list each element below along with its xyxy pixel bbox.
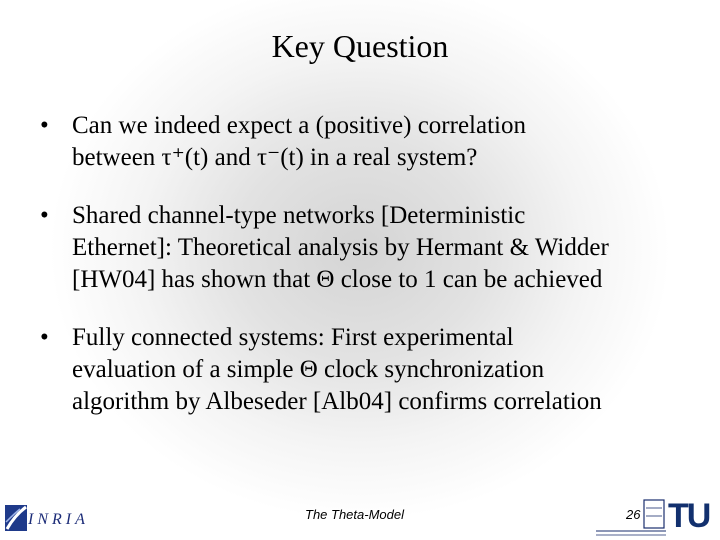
footer-title: The Theta-Model [305,507,404,522]
inria-wordmark: INRIA [28,511,89,528]
bullet-2-line-2: Ethernet]: Theoretical analysis by Hermant & Widder [72,234,609,261]
bullet-item-2 [38,200,698,296]
bullet-2-line-1: Shared channel-type networks [Deterministic [72,202,526,229]
bullet-3-line-2: evaluation of a simple Θ clock synchronization [72,356,545,383]
bullet-marker: • [40,324,49,351]
tu-wordmark: TU [668,497,710,535]
bullet-item-3 [38,322,698,418]
bullet-marker: • [40,202,49,229]
bullet-1-line-1: Can we indeed expect a (positive) correlation [72,112,526,139]
bullet-3-line-1: Fully connected systems: First experimental [72,324,514,351]
bullet-2-line-3: [HW04] has shown that Θ close to 1 can be achieved [72,266,603,293]
page-number: 26 [626,507,641,522]
bullet-item-1 [38,110,698,174]
slide-title: Key Question [271,28,449,64]
bullet-list [38,110,698,444]
bullet-marker: • [40,112,49,139]
bullet-1-line-2: between τ⁺(t) and τ⁻(t) in a real system? [72,144,478,171]
bullet-3-line-3: algorithm by Albeseder [Alb04] confirms correlation [72,388,602,415]
